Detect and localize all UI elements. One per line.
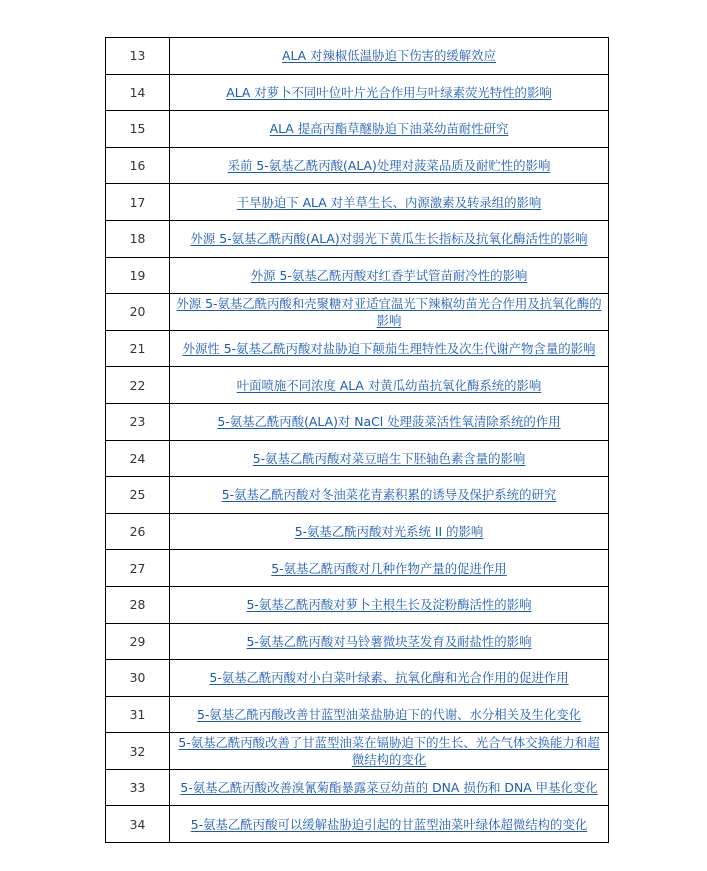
table-row	[106, 38, 609, 75]
row-number: 23	[106, 403, 170, 440]
title-link[interactable]: 5-氨基乙酰丙酸对几种作物产量的促进作用	[271, 560, 507, 576]
table-row	[106, 440, 609, 477]
title-cell	[170, 733, 609, 770]
row-number: 20	[106, 294, 170, 331]
title-link[interactable]: 5-氨基乙酰丙酸可以缓解盐胁迫引起的甘蓝型油菜叶绿体超微结构的变化	[190, 816, 588, 832]
title-cell	[170, 769, 609, 806]
title-link[interactable]: 5-氨基乙酰丙酸对菜豆暗生下胚轴色素含量的影响	[252, 450, 526, 466]
table-row	[106, 330, 609, 367]
row-number: 31	[106, 696, 170, 733]
title-link[interactable]: 外源 5-氨基乙酰丙酸和壳聚糖对亚适宜温光下辣椒幼苗光合作用及抗氧化酶的影响	[176, 295, 602, 328]
title-link[interactable]: ALA 对辣椒低温胁迫下伤害的缓解效应	[282, 48, 496, 64]
table-row	[106, 220, 609, 257]
row-number: 15	[106, 111, 170, 148]
table-row	[106, 623, 609, 660]
title-cell	[170, 330, 609, 367]
title-link[interactable]: ALA 对萝卜不同叶位叶片光合作用与叶绿素荧光特性的影响	[226, 84, 552, 100]
title-link[interactable]: 5-氨基乙酰丙酸对光系统 II 的影响	[294, 524, 484, 540]
title-link[interactable]: 干旱胁迫下 ALA 对羊草生长、内源激素及转录组的影响	[236, 194, 542, 210]
title-link[interactable]: 5-氨基乙酰丙酸对小白菜叶绿素、抗氧化酶和光合作用的促进作用	[209, 670, 569, 686]
title-cell	[170, 220, 609, 257]
table-row	[106, 660, 609, 697]
table-row	[106, 147, 609, 184]
title-cell	[170, 38, 609, 75]
title-cell	[170, 513, 609, 550]
title-cell	[170, 403, 609, 440]
row-number: 19	[106, 257, 170, 294]
row-number: 21	[106, 330, 170, 367]
title-link[interactable]: 5-氨基乙酰丙酸对萝卜主根生长及淀粉酶活性的影响	[246, 597, 532, 613]
title-cell	[170, 477, 609, 514]
title-link[interactable]: 5-氨基乙酰丙酸改善了甘蓝型油菜在镉胁迫下的生长、光合气体交换能力和超微结构的变化	[178, 735, 600, 768]
table-row	[106, 294, 609, 331]
title-cell	[170, 184, 609, 221]
table-row	[106, 550, 609, 587]
row-number: 18	[106, 220, 170, 257]
row-number: 13	[106, 38, 170, 75]
title-link[interactable]: 外源性 5-氨基乙酰丙酸对盐胁迫下颠茄生理特性及次生代谢产物含量的影响	[182, 341, 596, 357]
title-cell	[170, 586, 609, 623]
title-cell	[170, 257, 609, 294]
title-link[interactable]: 5-氨基乙酰丙酸对冬油菜花青素积累的诱导及保护系统的研究	[221, 487, 557, 503]
table-row	[106, 696, 609, 733]
title-cell	[170, 147, 609, 184]
title-link[interactable]: 5-氨基乙酰丙酸对马铃薯微块茎发育及耐盐性的影响	[246, 633, 532, 649]
table-row	[106, 403, 609, 440]
row-number: 28	[106, 586, 170, 623]
row-number: 17	[106, 184, 170, 221]
row-number: 16	[106, 147, 170, 184]
table-row	[106, 586, 609, 623]
title-cell	[170, 111, 609, 148]
title-link[interactable]: 外源 5-氨基乙酰丙酸(ALA)对弱光下黄瓜生长指标及抗氧化酶活性的影响	[190, 231, 588, 247]
row-number: 14	[106, 74, 170, 111]
title-cell	[170, 294, 609, 331]
row-number: 22	[106, 367, 170, 404]
title-cell	[170, 440, 609, 477]
title-cell	[170, 660, 609, 697]
reference-table	[105, 37, 609, 843]
title-link[interactable]: 5-氨基乙酰丙酸改善溴氰菊酯暴露菜豆幼苗的 DNA 损伤和 DNA 甲基化变化	[180, 780, 598, 796]
row-number: 33	[106, 769, 170, 806]
reference-table-body	[106, 38, 609, 843]
title-cell	[170, 696, 609, 733]
row-number: 34	[106, 806, 170, 843]
title-link[interactable]: 5-氨基乙酰丙酸改善甘蓝型油菜盐胁迫下的代谢、水分相关及生化变化	[196, 706, 582, 722]
title-link[interactable]: 叶面喷施不同浓度 ALA 对黄瓜幼苗抗氧化酶系统的影响	[236, 377, 542, 393]
row-number: 30	[106, 660, 170, 697]
table-row	[106, 367, 609, 404]
title-link[interactable]: ALA 提高丙酯草醚胁迫下油菜幼苗耐性研究	[269, 121, 509, 137]
title-link[interactable]: 采前 5-氨基乙酰丙酸(ALA)处理对菠菜品质及耐贮性的影响	[227, 158, 551, 174]
title-link[interactable]: 5-氨基乙酰丙酸(ALA)对 NaCl 处理菠菜活性氧清除系统的作用	[217, 414, 561, 430]
table-row	[106, 769, 609, 806]
table-row	[106, 257, 609, 294]
row-number: 27	[106, 550, 170, 587]
title-link[interactable]: 外源 5-氨基乙酰丙酸对红香芋试管苗耐冷性的影响	[250, 267, 528, 283]
row-number: 29	[106, 623, 170, 660]
table-row	[106, 184, 609, 221]
table-row	[106, 806, 609, 843]
title-cell	[170, 74, 609, 111]
row-number: 26	[106, 513, 170, 550]
table-row	[106, 733, 609, 770]
table-row	[106, 477, 609, 514]
title-cell	[170, 806, 609, 843]
table-row	[106, 513, 609, 550]
table-row	[106, 74, 609, 111]
table-row	[106, 111, 609, 148]
title-cell	[170, 550, 609, 587]
row-number: 24	[106, 440, 170, 477]
row-number: 32	[106, 733, 170, 770]
title-cell	[170, 623, 609, 660]
title-cell	[170, 367, 609, 404]
row-number: 25	[106, 477, 170, 514]
